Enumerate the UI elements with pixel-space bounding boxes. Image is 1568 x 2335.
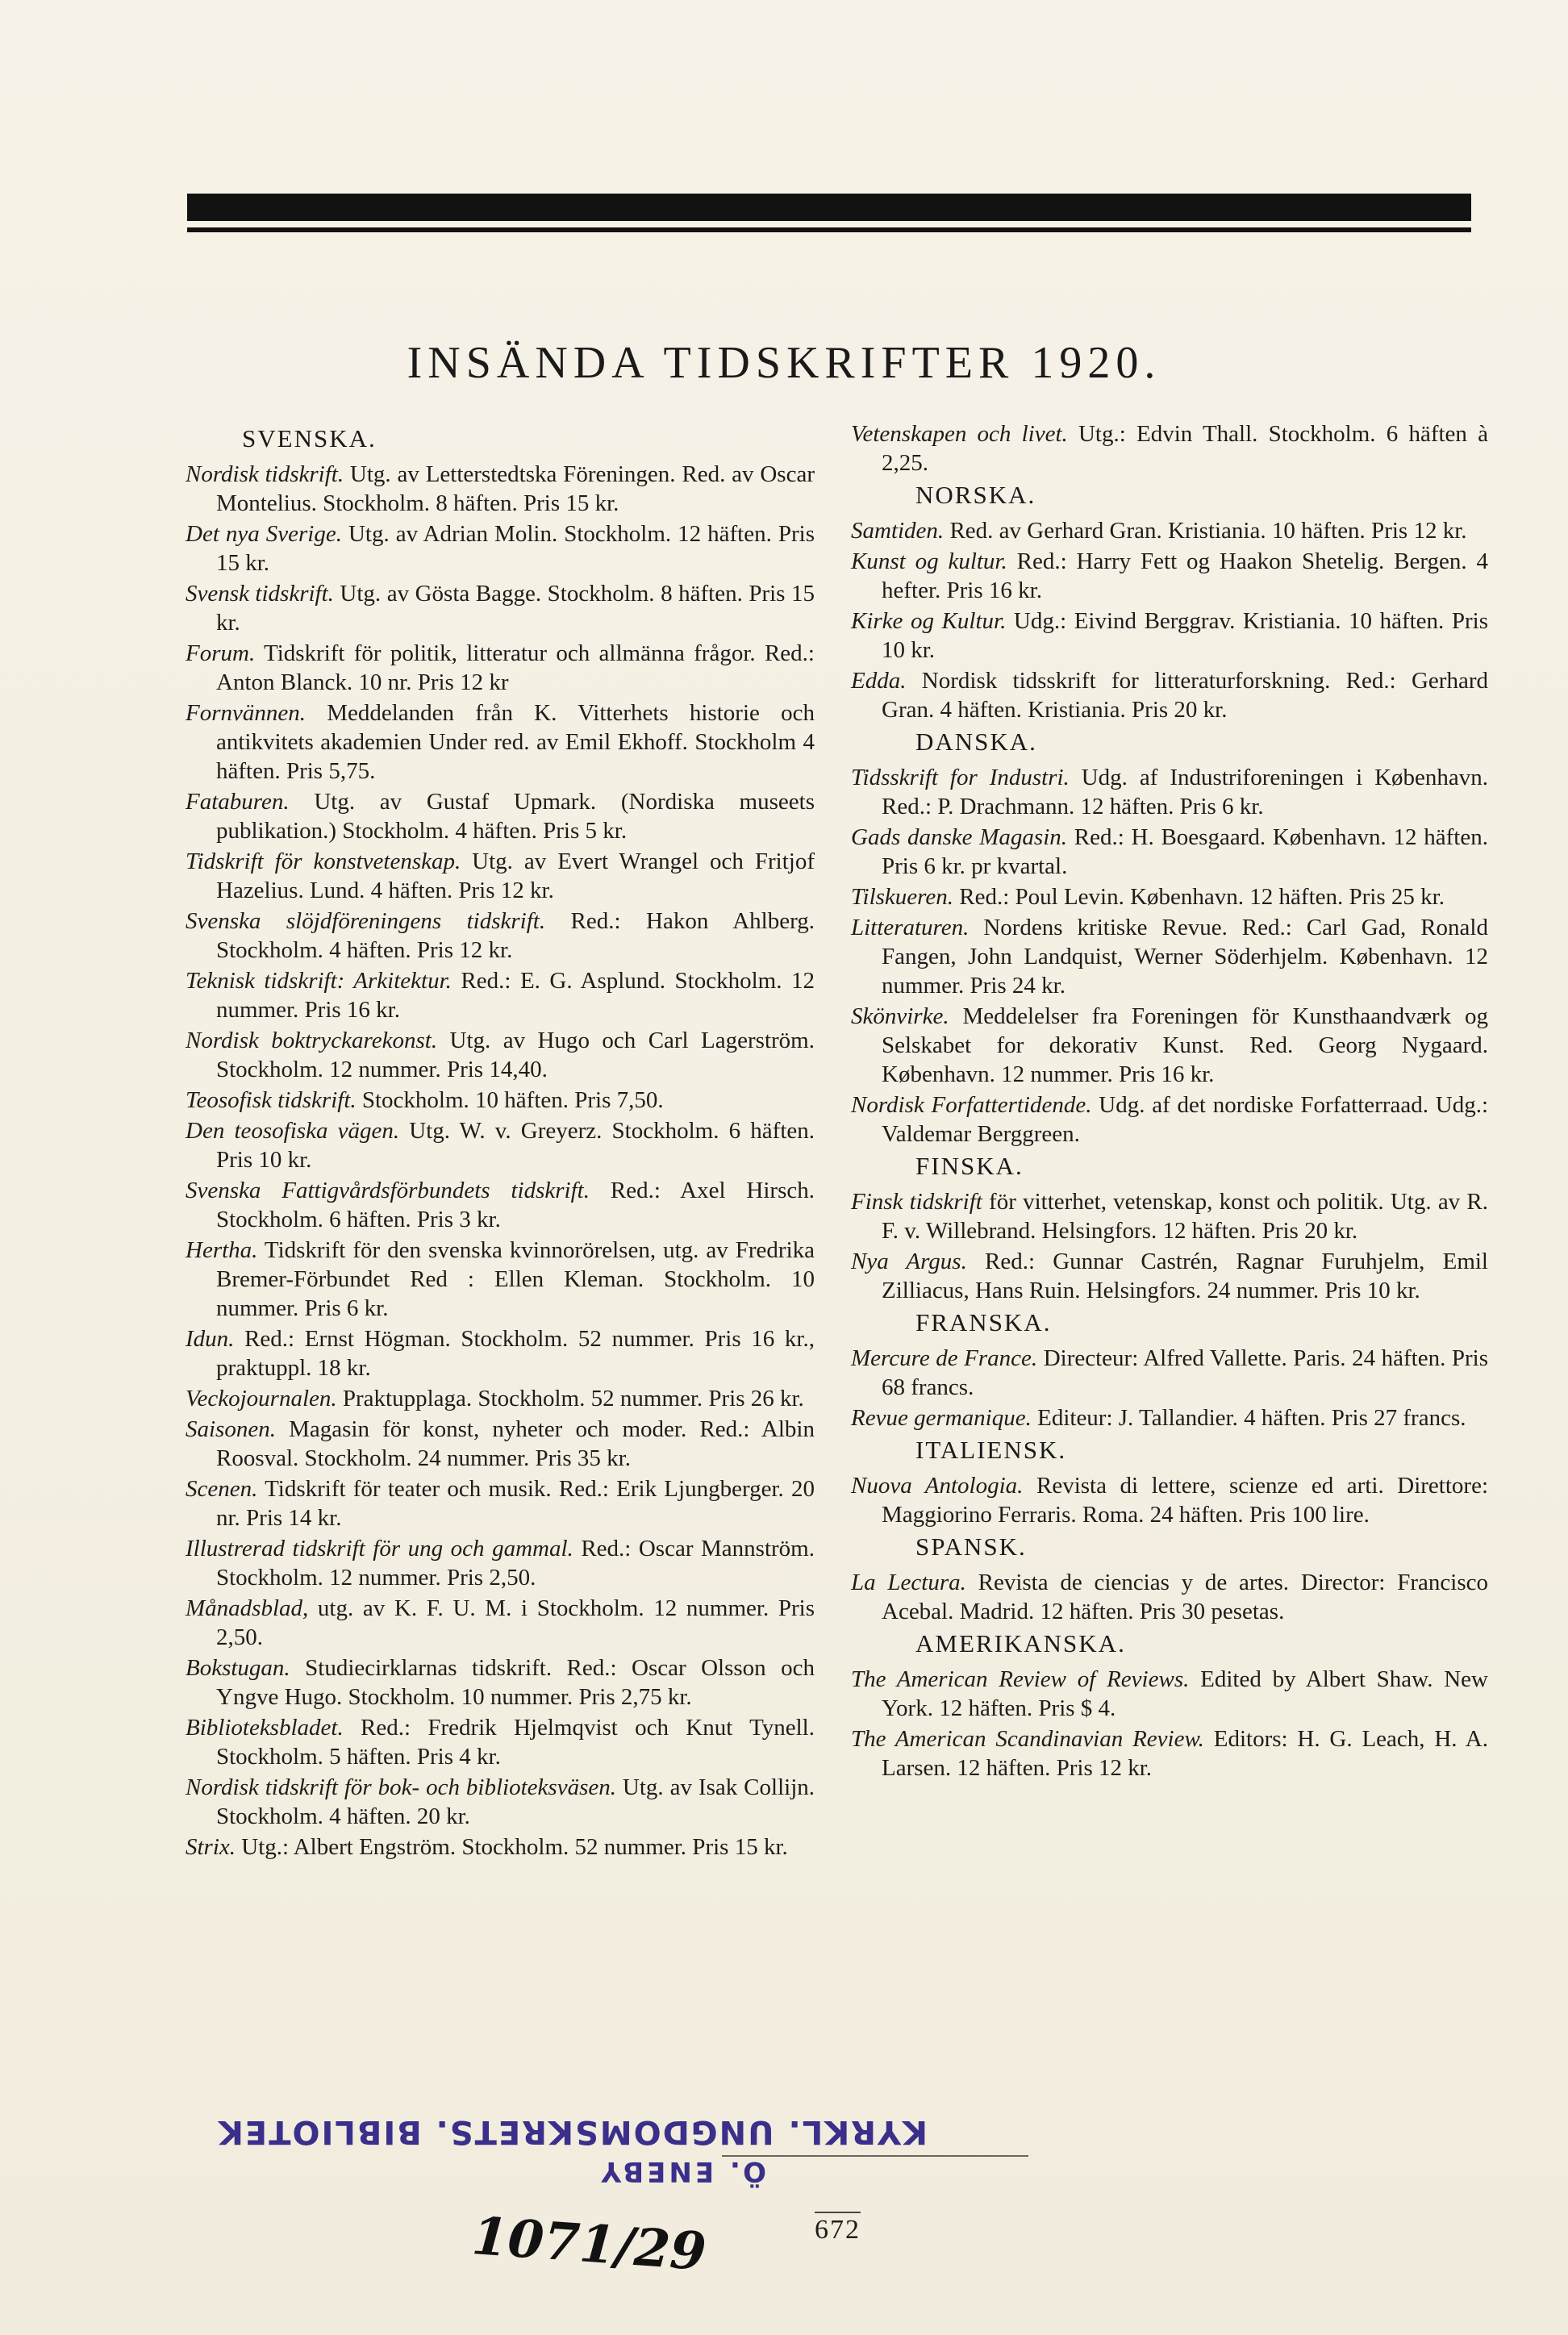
periodical-details: Tidskrift för den svenska kvinnorörelsen, utg. av Fredrika Bremer-Förbundet Red : Ellen Kleman. Stockholm. 10 nummer. Pris 6 kr. bbox=[216, 1237, 815, 1321]
periodical-details: Red.: Ernst Högman. Stockholm. 52 nummer. Pris 16 kr., praktuppl. 18 kr. bbox=[216, 1326, 815, 1381]
periodical-entry bbox=[851, 763, 1488, 821]
periodical-entry bbox=[851, 823, 1488, 881]
periodical-title: Kirke og Kultur. bbox=[851, 608, 1007, 634]
periodical-entry bbox=[851, 666, 1488, 724]
periodical-entry bbox=[186, 966, 815, 1024]
periodical-title: Saisonen. bbox=[186, 1416, 276, 1442]
periodical-title: Månadsblad, bbox=[186, 1595, 309, 1621]
periodical-entry bbox=[186, 1713, 815, 1771]
periodical-title: The American Review of Reviews. bbox=[851, 1666, 1190, 1692]
periodical-title: Tilskueren. bbox=[851, 884, 954, 910]
section-heading: FINSKA. bbox=[915, 1152, 1024, 1180]
periodical-entry bbox=[186, 1773, 815, 1831]
periodical-details: Editeur: J. Tallandier. 4 häften. Pris 27 francs. bbox=[1031, 1405, 1466, 1431]
periodical-entry bbox=[186, 1324, 815, 1382]
stamp-line-library: KYRKL. UNGDOMSKRETS. BIBLIOTEK bbox=[216, 2113, 928, 2150]
periodical-title: Veckojournalen. bbox=[186, 1386, 337, 1411]
section-heading: SPANSK. bbox=[915, 1532, 1027, 1561]
periodical-details: Utg. av Gösta Bagge. Stockholm. 8 häften. Pris 15 kr. bbox=[216, 581, 815, 636]
periodical-title: Gads danske Magasin. bbox=[851, 824, 1067, 850]
entry-list-continued bbox=[851, 419, 1488, 477]
periodical-details: Revista di lettere, scienze ed arti. Direttore: Maggiorino Ferraris. Roma. 24 häften. Pris 100 lire. bbox=[882, 1473, 1488, 1528]
periodical-details: Utg. W. v. Greyerz. Stockholm. 6 häften. Pris 10 kr. bbox=[216, 1118, 815, 1173]
periodical-entry bbox=[851, 882, 1488, 911]
periodical-details: utg. av K. F. U. M. i Stockholm. 12 nummer. Pris 2,50. bbox=[216, 1595, 815, 1650]
periodical-title: Nordisk tidskrift. bbox=[186, 461, 344, 487]
periodical-entry bbox=[851, 1247, 1488, 1305]
periodical-entry bbox=[851, 1665, 1488, 1723]
periodical-details: Meddelanden från K. Vitterhets historie och antikvitets akademien Under red. av Emil Ekhoff. Stockholm 4 häften. Pris 5,75. bbox=[216, 700, 815, 784]
periodical-title: Svensk tidskrift. bbox=[186, 581, 334, 607]
periodical-entry bbox=[186, 1384, 815, 1413]
periodical-title: Litteraturen. bbox=[851, 915, 970, 940]
periodical-title: Teknisk tidskrift: Arkitektur. bbox=[186, 968, 452, 994]
periodical-details: Utg. av Letterstedtska Föreningen. Red. av Oscar Montelius. Stockholm. 8 häften. Pris 15 kr. bbox=[216, 461, 815, 516]
periodical-entry bbox=[851, 1090, 1488, 1149]
periodical-title: Nya Argus. bbox=[851, 1249, 967, 1274]
periodical-details: Meddelelser fra Foreningen för Kunsthaandværk og Selskabet for dekorativ Kunst. Red. Georg Nygaard. København. 12 nummer. Pris 16 kr. bbox=[882, 1003, 1488, 1087]
periodical-entry bbox=[851, 1568, 1488, 1626]
periodical-entry bbox=[186, 1474, 815, 1532]
periodical-entry bbox=[186, 1236, 815, 1323]
periodical-title: Svenska Fattigvårdsförbundets tidskrift. bbox=[186, 1178, 590, 1203]
periodical-details: Red.: Axel Hirsch. Stockholm. 6 häften. Pris 3 kr. bbox=[216, 1178, 815, 1232]
periodical-entry bbox=[851, 1724, 1488, 1783]
periodical-title: Mercure de France. bbox=[851, 1345, 1038, 1371]
periodical-entry bbox=[186, 1833, 815, 1862]
periodical-details: Utg. av Gustaf Upmark. (Nordiska museets publikation.) Stockholm. 4 häften. Pris 5 kr. bbox=[216, 789, 815, 844]
top-decorative-rule bbox=[187, 194, 1471, 232]
section-heading: NORSKA. bbox=[915, 481, 1036, 509]
periodical-entry bbox=[186, 1594, 815, 1652]
periodical-details: Red.: Harry Fett og Haakon Shetelig. Bergen. 4 hefter. Pris 16 kr. bbox=[882, 548, 1488, 603]
periodical-entry bbox=[851, 1187, 1488, 1245]
periodical-details: Red.: Fredrik Hjelmqvist och Knut Tynell. Stockholm. 5 häften. Pris 4 kr. bbox=[216, 1715, 815, 1770]
periodical-details: Studiecirklarnas tidskrift. Red.: Oscar Olsson och Yngve Hugo. Stockholm. 10 nummer. Pris 2,75 kr. bbox=[216, 1655, 815, 1710]
periodical-title: The American Scandinavian Review. bbox=[851, 1726, 1204, 1752]
periodical-entry bbox=[851, 1344, 1488, 1402]
periodical-entry bbox=[186, 519, 815, 577]
periodical-entry bbox=[851, 1403, 1488, 1432]
periodical-details: Red.: Gunnar Castrén, Ragnar Furuhjelm, Emil Zilliacus, Hans Ruin. Helsingfors. 24 nummer. Pris 10 kr. bbox=[882, 1249, 1488, 1303]
periodical-entry bbox=[186, 847, 815, 905]
periodical-details: Udg. af Industriforeningen i København. Red.: P. Drachmann. 12 häften. Pris 6 kr. bbox=[882, 765, 1489, 819]
periodical-entry bbox=[186, 698, 815, 786]
periodical-entry bbox=[186, 1653, 815, 1712]
page-number: 672 bbox=[815, 2212, 861, 2245]
periodical-details: Red.: Poul Levin. København. 12 häften. Pris 25 kr. bbox=[953, 884, 1445, 910]
periodical-details: för vitterhet, vetenskap, konst och politik. Utg. av R. F. v. Willebrand. Helsingfors. 12 häften. Pris 20 kr. bbox=[882, 1189, 1488, 1244]
periodical-title: Fataburen. bbox=[186, 789, 290, 815]
periodical-title: Biblioteksbladet. bbox=[186, 1715, 344, 1741]
periodical-details: Nordisk tidsskrift for litteraturforskning. Red.: Gerhard Gran. 4 häften. Kristiania. Pris 20 kr. bbox=[882, 668, 1488, 723]
periodical-entry bbox=[186, 1116, 815, 1174]
periodical-title: Edda. bbox=[851, 668, 907, 694]
periodical-details: Red.: E. G. Asplund. Stockholm. 12 nummer. Pris 16 kr. bbox=[216, 968, 815, 1023]
periodical-details: Praktupplaga. Stockholm. 52 nummer. Pris 26 kr. bbox=[336, 1386, 804, 1411]
section-heading-svenska: SVENSKA. bbox=[242, 424, 377, 452]
stamp-line-place: Ö. ENEBY bbox=[598, 2155, 766, 2187]
section-heading: ITALIENSK. bbox=[915, 1436, 1067, 1464]
periodical-entry bbox=[851, 547, 1488, 605]
periodical-title: Samtiden. bbox=[851, 518, 945, 544]
periodical-details: Magasin för konst, nyheter och moder. Red.: Albin Roosval. Stockholm. 24 nummer. Pris 35 kr. bbox=[216, 1416, 815, 1471]
periodical-details: Directeur: Alfred Vallette. Paris. 24 häften. Pris 68 francs. bbox=[882, 1345, 1488, 1400]
periodical-entry bbox=[851, 1002, 1488, 1089]
library-stamp bbox=[202, 2113, 928, 2187]
periodical-title: La Lectura. bbox=[851, 1570, 966, 1595]
periodical-entry bbox=[851, 1471, 1488, 1529]
periodical-details: Revista de ciencias y de artes. Director: Francisco Acebal. Madrid. 12 häften. Pris 30 pesetas. bbox=[882, 1570, 1488, 1624]
periodical-details: Udg.: Eivind Berggrav. Kristiania. 10 häften. Pris 10 kr. bbox=[882, 608, 1488, 663]
left-column bbox=[186, 419, 815, 1863]
periodical-title: Illustrerad tidskrift för ung och gammal. bbox=[186, 1536, 573, 1562]
periodical-entry bbox=[851, 419, 1488, 477]
section-heading: AMERIKANSKA. bbox=[915, 1629, 1126, 1657]
periodical-entry bbox=[186, 1534, 815, 1592]
periodical-title: Nuova Antologia. bbox=[851, 1473, 1024, 1499]
periodical-title: Vetenskapen och livet. bbox=[851, 421, 1068, 447]
periodical-entry bbox=[186, 460, 815, 518]
periodical-details: Utg. av Isak Collijn. Stockholm. 4 häften. 20 kr. bbox=[216, 1774, 815, 1829]
periodical-details: Red.: Oscar Mannström. Stockholm. 12 nummer. Pris 2,50. bbox=[216, 1536, 815, 1591]
periodical-title: Fornvännen. bbox=[186, 700, 306, 726]
periodical-entry bbox=[186, 1176, 815, 1234]
periodical-entry bbox=[186, 639, 815, 697]
periodical-title: Nordisk boktryckarekonst. bbox=[186, 1028, 438, 1053]
right-column bbox=[851, 419, 1488, 1784]
periodical-details: Utg. av Evert Wrangel och Fritjof Hazelius. Lund. 4 häften. Pris 12 kr. bbox=[216, 849, 815, 903]
periodical-details: Utg.: Edvin Thall. Stockholm. 6 häften à 2,25. bbox=[882, 421, 1488, 476]
periodical-title: Skönvirke. bbox=[851, 1003, 949, 1029]
section-list bbox=[851, 481, 1488, 1783]
periodical-entry bbox=[186, 1086, 815, 1115]
periodical-details: Utg. av Adrian Molin. Stockholm. 12 häften. Pris 15 kr. bbox=[216, 521, 815, 576]
periodical-details: Red.: H. Boesgaard. København. 12 häften. Pris 6 kr. pr kvartal. bbox=[882, 824, 1488, 879]
periodical-entry bbox=[851, 913, 1488, 1000]
periodical-details: Stockholm. 10 häften. Pris 7,50. bbox=[356, 1087, 664, 1113]
periodical-title: Tidsskrift for Industri. bbox=[851, 765, 1070, 790]
periodical-entry bbox=[186, 1415, 815, 1473]
section-heading: FRANSKA. bbox=[915, 1308, 1052, 1336]
periodical-title: Den teosofiska vägen. bbox=[186, 1118, 400, 1144]
periodical-entry bbox=[186, 579, 815, 637]
periodical-entry bbox=[851, 607, 1488, 665]
periodical-title: Tidskrift för konstvetenskap. bbox=[186, 849, 461, 874]
periodical-title: Idun. bbox=[186, 1326, 235, 1352]
periodical-title: Finsk tidskrift bbox=[851, 1189, 982, 1215]
periodical-title: Hertha. bbox=[186, 1237, 258, 1263]
periodical-title: Svenska slöjdföreningens tidskrift. bbox=[186, 908, 546, 934]
handwritten-shelf-mark: 1071/29 bbox=[469, 2205, 708, 2283]
periodical-title: Det nya Sverige. bbox=[186, 521, 342, 547]
periodical-title: Revue germanique. bbox=[851, 1405, 1032, 1431]
periodical-entry bbox=[186, 907, 815, 965]
periodical-title: Bokstugan. bbox=[186, 1655, 290, 1681]
periodical-entry bbox=[186, 1026, 815, 1084]
periodical-title: Kunst og kultur. bbox=[851, 548, 1007, 574]
periodical-entry bbox=[851, 516, 1488, 545]
periodical-details: Editors: H. G. Leach, H. A. Larsen. 12 häften. Pris 12 kr. bbox=[882, 1726, 1488, 1781]
periodical-title: Scenen. bbox=[186, 1476, 258, 1502]
periodical-title: Teosofisk tidskrift. bbox=[186, 1087, 357, 1113]
periodical-details: Utg.: Albert Engström. Stockholm. 52 nummer. Pris 15 kr. bbox=[236, 1834, 788, 1860]
periodical-details: Nordens kritiske Revue. Red.: Carl Gad, Ronald Fangen, John Landquist, Werner Söderhjelm. København. 12 nummer. Pris 24 kr. bbox=[882, 915, 1488, 999]
periodical-details: Red. av Gerhard Gran. Kristiania. 10 häften. Pris 12 kr. bbox=[944, 518, 1467, 544]
page-title: INSÄNDA TIDSKRIFTER 1920. bbox=[407, 338, 1161, 388]
periodical-details: Tidskrift för teater och musik. Red.: Erik Ljungberger. 20 nr. Pris 14 kr. bbox=[216, 1476, 815, 1531]
periodical-title: Nordisk tidskrift för bok- och biblioteksväsen. bbox=[186, 1774, 616, 1800]
periodical-details: Edited by Albert Shaw. New York. 12 häften. Pris $ 4. bbox=[882, 1666, 1488, 1721]
periodical-details: Udg. af det nordiske Forfatterraad. Udg.: Valdemar Berggreen. bbox=[882, 1092, 1488, 1147]
periodical-details: Utg. av Hugo och Carl Lagerström. Stockholm. 12 nummer. Pris 14,40. bbox=[216, 1028, 815, 1082]
periodical-title: Strix. bbox=[186, 1834, 236, 1860]
periodical-title: Forum. bbox=[186, 640, 256, 666]
periodical-details: Tidskrift för politik, litteratur och allmänna frågor. Red.: Anton Blanck. 10 nr. Pris 12 kr bbox=[216, 640, 815, 695]
periodical-title: Nordisk Forfattertidende. bbox=[851, 1092, 1092, 1118]
entry-list-svenska bbox=[186, 460, 815, 1862]
periodical-entry bbox=[186, 787, 815, 845]
section-heading: DANSKA. bbox=[915, 728, 1037, 756]
periodical-details: Red.: Hakon Ahlberg. Stockholm. 4 häften. Pris 12 kr. bbox=[216, 908, 815, 963]
